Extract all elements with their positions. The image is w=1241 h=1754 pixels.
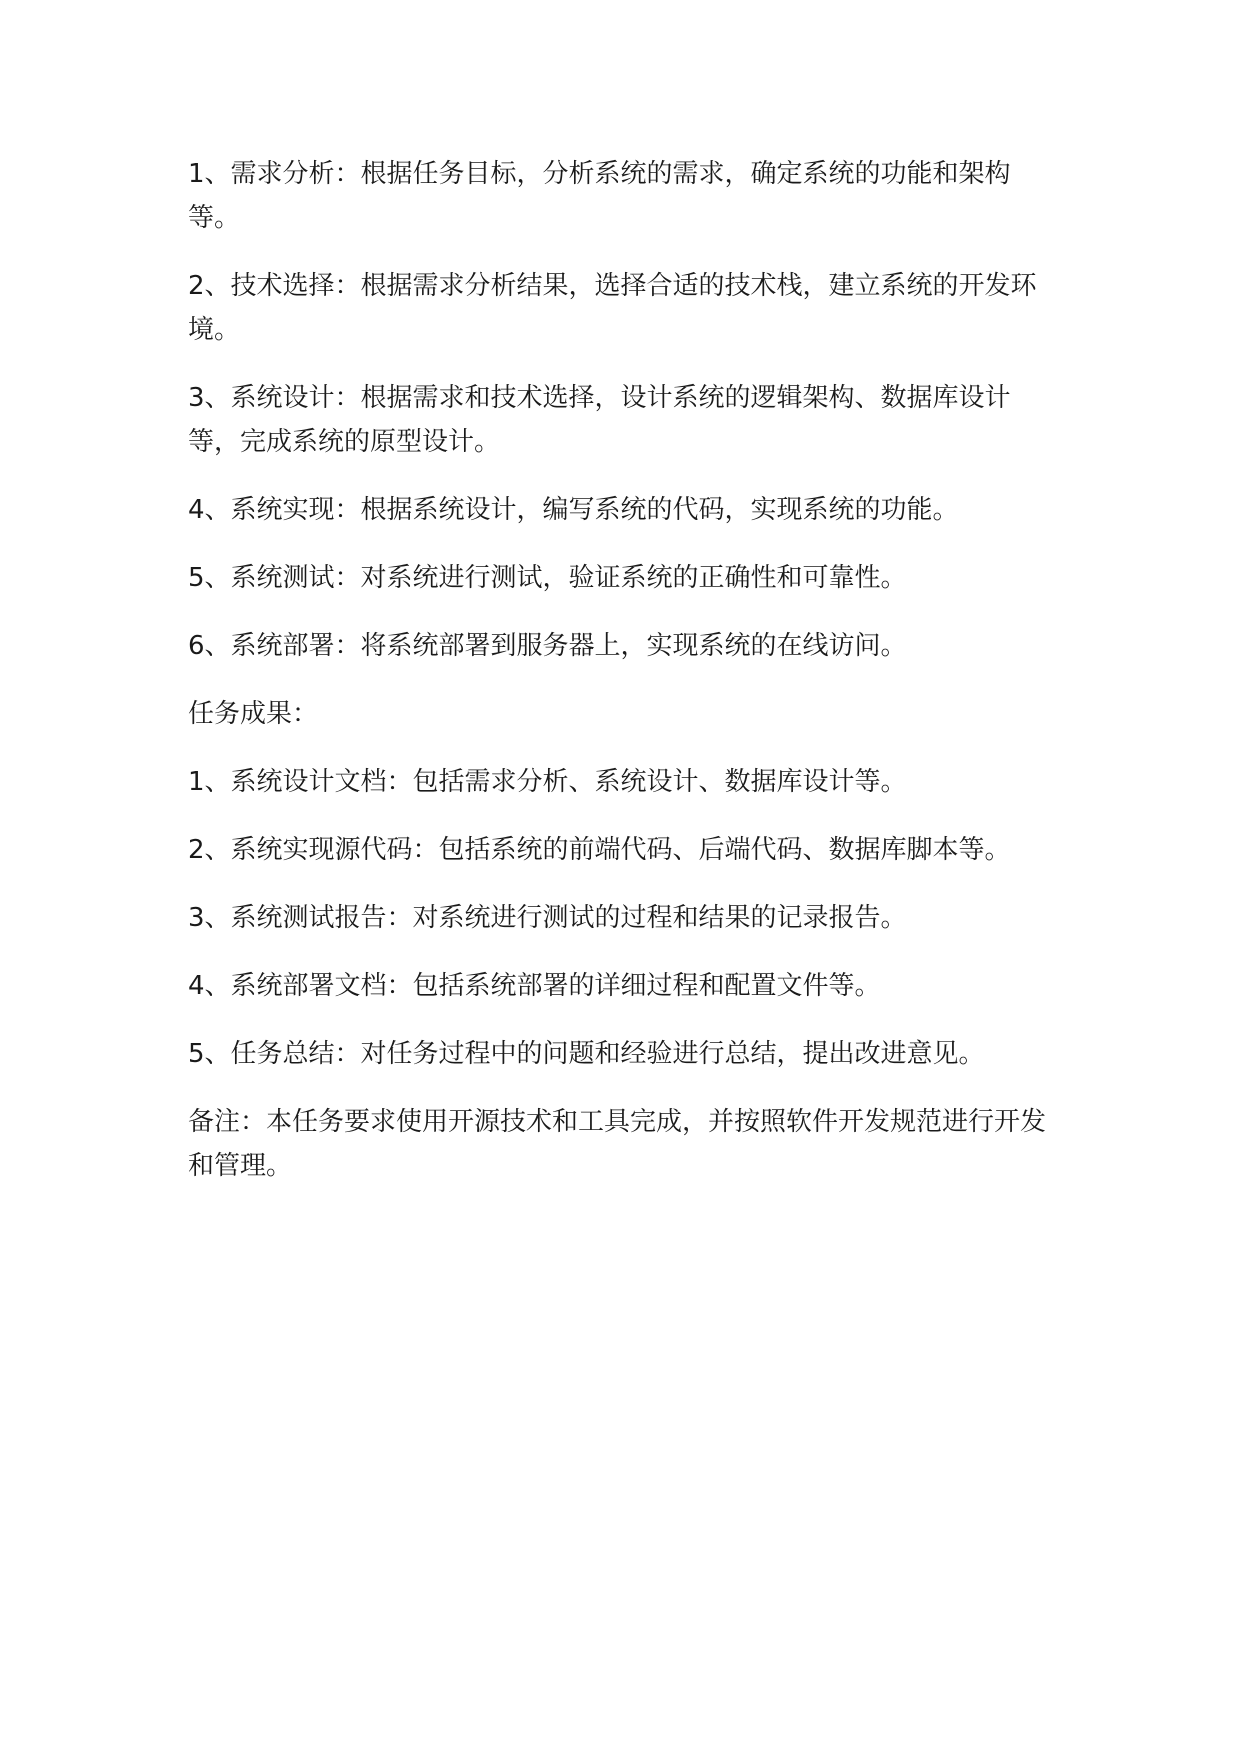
- document-body: [188, 152, 1058, 1212]
- process-step-5: 5、系统测试：对系统进行测试，验证系统的正确性和可靠性。: [188, 563, 907, 593]
- note-paragraph: 备注：本任务要求使用开源技术和工具完成，并按照软件开发规范进行开发和管理。: [188, 1107, 1047, 1181]
- result-item-1: 1、系统设计文档：包括需求分析、系统设计、数据库设计等。: [188, 767, 907, 797]
- result-item-2: 2、系统实现源代码：包括系统的前端代码、后端代码、数据库脚本等。: [188, 835, 1011, 865]
- result-item-3: 3、系统测试报告：对系统进行测试的过程和结果的记录报告。: [188, 903, 907, 933]
- result-item-4: 4、系统部署文档：包括系统部署的详细过程和配置文件等。: [188, 971, 881, 1001]
- process-step-3: 3、系统设计：根据需求和技术选择，设计系统的逻辑架构、数据库设计等，完成系统的原型设计。: [188, 383, 1011, 457]
- process-step-6: 6、系统部署：将系统部署到服务器上，实现系统的在线访问。: [188, 631, 907, 661]
- result-item-5: 5、任务总结：对任务过程中的问题和经验进行总结，提出改进意见。: [188, 1039, 985, 1069]
- process-step-1: 1、需求分析：根据任务目标，分析系统的需求，确定系统的功能和架构等。: [188, 159, 1011, 233]
- process-step-2: 2、技术选择：根据需求分析结果，选择合适的技术栈，建立系统的开发环境。: [188, 271, 1037, 345]
- results-heading: 任务成果：: [188, 699, 319, 729]
- process-step-4: 4、系统实现：根据系统设计，编写系统的代码，实现系统的功能。: [188, 495, 959, 525]
